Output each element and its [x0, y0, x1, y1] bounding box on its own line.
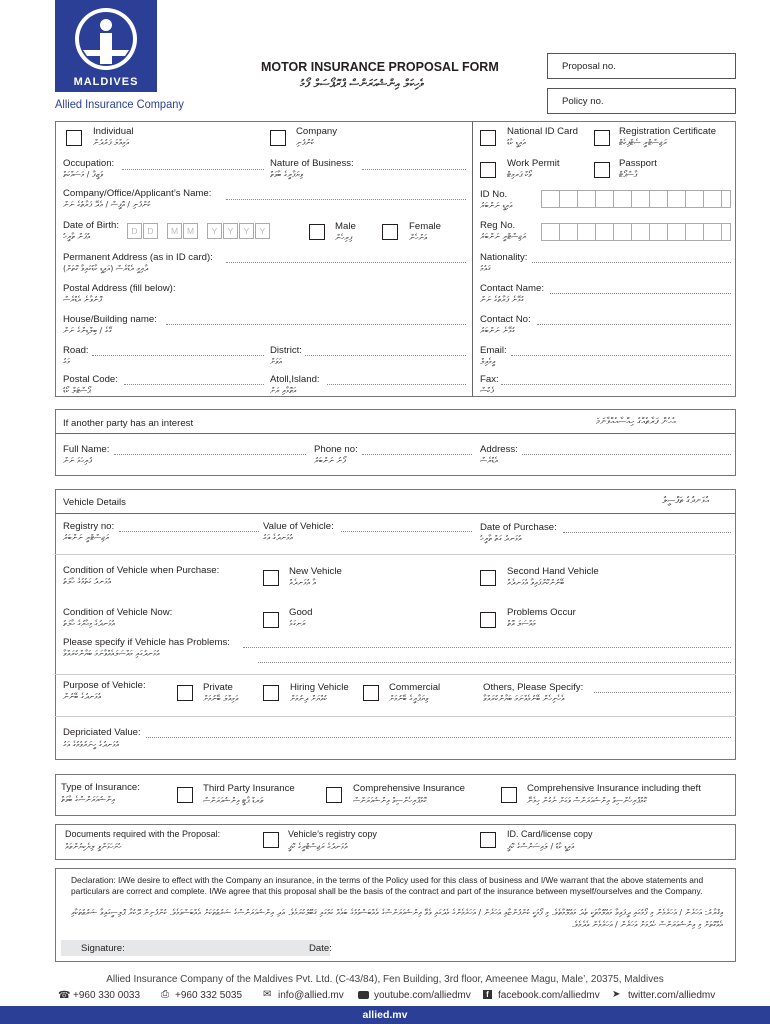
- footer-contacts: [0, 990, 770, 1004]
- problems-label-dv: މައްސަލަ އޮތް: [507, 619, 536, 628]
- cond-now-label: Condition of Vehicle Now:: [63, 607, 173, 618]
- allied-logo-icon: [73, 6, 139, 72]
- contact-name-field[interactable]: [550, 293, 731, 294]
- form-title: MOTOR INSURANCE PROPOSAL FORM: [261, 60, 499, 74]
- insurance-type-label: Type of Insurance:: [61, 782, 140, 793]
- company-name-label: Company/Office/Applicant’s Name:: [63, 188, 212, 199]
- vehicle-section: [55, 489, 736, 760]
- vehicle-header-divider: [55, 513, 736, 514]
- comprehensive-checkbox[interactable]: [326, 787, 342, 803]
- female-label: Female: [409, 221, 441, 232]
- purpose-label: Purpose of Vehicle:: [63, 680, 146, 691]
- occupation-label: Occupation:: [63, 158, 115, 169]
- contact-name-label: Contact Name:: [480, 283, 544, 294]
- dob-cell: D: [143, 223, 158, 239]
- comprehensive-theft-checkbox[interactable]: [501, 787, 517, 803]
- nationality-field[interactable]: [532, 262, 731, 263]
- vehicle-divider: [55, 716, 736, 717]
- female-label-dv: އަންހެން: [409, 233, 428, 242]
- declaration-text: Declaration: I/We desire to effect with the Company an insurance, in the terms of the Policy used for this class of business and I/We warrant that the above statements and particulars are correct and complete. I/We agree that this proposal shall be the basis of the contract and part of the insurance between myself/ourselves and the Company.: [71, 875, 704, 896]
- declaration-text-dv: އިޤްރާރު: އަހަރެން / އަހަރެމެން މި ފޯމުގައި ދީފައިވާ މަޢުލޫމާތަކީ ތެދު މަޢުލޫމާތެވެ. މި ފޯމަކީ ކުންފުންޏާއި އަހަރެން / އަހަރެމެންގެ މެދުގައި ވެވޭ އިންޝުއަރަންސްގެ އެއްބަސްވުމުގެ ބައެއް ކަމުގައި ޤަބޫލުކުރަމެވެ. އަދި އިންޝުއަރަންސްގެ ޝަރުޠުތަކަށް އެއްބަސްވަމެވެ. ކުންފުނިން ދޫކުރާ ޕޮލިސީގައިވާ ޝަރުޠުތަކާއި އެއްގޮތަށް މި އިންޝުއަރަންސް ހެދުމަށް އަހަރެން / އަހަރެމެން އެދެމެވެ.: [71, 908, 723, 929]
- reg-no-field[interactable]: [541, 223, 731, 241]
- logo-text: MALDIVES: [73, 76, 139, 88]
- insurance-type-label-dv: އިންޝުއަރަންސްގެ ބާވަތް: [61, 795, 115, 804]
- postal-address-label: Postal Address (fill below):: [63, 283, 176, 294]
- others-label-dv: އެހެނިހެން ބޭނުމެއްނަމަ ބަޔާންކުރައްވާ: [483, 694, 565, 703]
- permanent-address-label: Permanent Address (as in ID card):: [63, 252, 213, 263]
- value-field[interactable]: [341, 531, 472, 532]
- date-label: Date:: [309, 943, 332, 954]
- registry-no-field[interactable]: [119, 531, 259, 532]
- occupation-label-dv: ވަޒީފާ / މަސައްކަތް: [63, 170, 104, 179]
- purpose-label-dv: އުޅަނދުގެ ބޭނުން: [63, 692, 101, 701]
- district-field[interactable]: [305, 355, 466, 356]
- comprehensive-theft-label: Comprehensive Insurance including theft: [527, 783, 701, 794]
- specify-problems-label-dv: އުޅަނދުގައި މައްސަލައެއްވާނަމަ ބަޔާންކުރައްވާ: [63, 649, 160, 658]
- phone-no-label-dv: ފޯނު ނަންބަރު: [314, 456, 346, 465]
- logo-block: [55, 0, 157, 92]
- footer-facebook[interactable]: facebook.com/alliedmv: [498, 990, 600, 1001]
- atoll-island-field[interactable]: [327, 384, 466, 385]
- id-copy-label: ID. Card/license copy: [507, 829, 593, 839]
- cond-purchase-label-dv: އުޅަނދު ގަތުމުގެ ހާލަތު: [63, 577, 111, 586]
- third-party-label-dv: ތަރޑް ޕާޓީ އިންޝުއަރަންސް: [203, 796, 264, 805]
- road-label: Road:: [63, 345, 89, 356]
- postal-code-label: Postal Code:: [63, 374, 118, 385]
- footer-fax: +960 332 5035: [175, 990, 243, 1001]
- registry-no-label: Registry no:: [63, 521, 115, 532]
- nature-business-label: Nature of Business:: [270, 158, 354, 169]
- company-name-label-dv: ކުންފުނި / އޮފީސް / އެދޭ ފަރާތުގެ ނަން: [63, 200, 151, 209]
- date-purchase-field[interactable]: [563, 532, 731, 533]
- dob-label-dv: އުފަން ތާރީޚު: [63, 232, 91, 241]
- address-label: Address:: [480, 444, 518, 455]
- interest-header-dv: އެހެން ފަރާތެއްގެ ހިއްސާއެއްވާނަމަ: [596, 417, 676, 427]
- private-label: Private: [203, 682, 233, 693]
- signature-field[interactable]: [133, 941, 303, 955]
- policy-no-label: Policy no.: [562, 96, 604, 107]
- private-label-dv: އަމިއްލަ ބޭނުމަށް: [203, 694, 239, 703]
- others-label: Others, Please Specify:: [483, 682, 584, 693]
- permanent-address-label-dv: ދާއިމީ އެޑްރެސް (އައިޑީ ކާޑުގައިވާ ގޮތަށް): [63, 264, 149, 273]
- postal-code-label-dv: ޕޯސްޓަލް ކޯޑު: [63, 386, 91, 395]
- full-name-label-dv: ފުރިހަމަ ނަން: [63, 456, 92, 465]
- national-id-label-dv: އައިޑީ ކާޑު: [507, 138, 526, 147]
- company-name: Allied Insurance Company: [55, 97, 184, 111]
- reg-cert-checkbox[interactable]: [594, 130, 610, 146]
- footer-email[interactable]: info@allied.mv: [278, 990, 344, 1001]
- individual-checkbox[interactable]: [66, 130, 82, 146]
- male-label-dv: ފިރިހެން: [335, 233, 353, 242]
- full-name-field[interactable]: [114, 454, 306, 455]
- contact-no-label-dv: ގުޅޭނެ ނަންބަރު: [480, 326, 515, 335]
- company-name-field[interactable]: [226, 199, 466, 200]
- cond-purchase-label: Condition of Vehicle when Purchase:: [63, 565, 220, 576]
- hiring-checkbox[interactable]: [263, 685, 279, 701]
- company-label: Company: [296, 126, 338, 137]
- postal-address-label-dv: ފޮނުވާނެ އެޑްރެސް: [63, 295, 102, 304]
- cond-now-label-dv: އުޅަނދުގެ މިހާރުގެ ހާލަތު: [63, 619, 115, 628]
- address-field[interactable]: [522, 454, 731, 455]
- documents-required-label: Documents required with the Proposal:: [65, 829, 221, 839]
- nationality-label-dv: ޤައުމު: [480, 264, 491, 273]
- registry-copy-label-dv: އުޅަނދުގެ ރަޖިސްޓްރީގެ ކޮޕީ: [288, 842, 348, 851]
- vehicle-divider: [55, 554, 736, 555]
- applicant-divider: [472, 121, 473, 397]
- twitter-icon: ➤: [612, 989, 621, 1000]
- individual-label-dv: އަމިއްލަ ފަރުދުން: [93, 138, 130, 147]
- fax-field[interactable]: [501, 384, 731, 385]
- signature-label: Signature:: [81, 943, 125, 954]
- dob-cell: Y: [255, 223, 270, 239]
- date-purchase-label-dv: އުޅަނދު ގަތް ތާރީޚު: [480, 534, 522, 543]
- third-party-label: Third Party Insurance: [203, 783, 295, 794]
- hiring-label: Hiring Vehicle: [290, 682, 349, 693]
- id-no-label-dv: އައިޑީ ނަންބަރު: [480, 201, 513, 210]
- vehicle-divider: [55, 674, 736, 675]
- footer-website[interactable]: allied.mv: [362, 1009, 408, 1021]
- date-purchase-label: Date of Purchase:: [480, 522, 557, 533]
- work-permit-label: Work Permit: [507, 158, 560, 169]
- good-label: Good: [289, 607, 313, 618]
- interest-header-divider: [55, 433, 736, 434]
- good-label-dv: ރަނގަޅު: [289, 619, 306, 628]
- insurance-type-section: [55, 774, 736, 816]
- postal-code-field[interactable]: [124, 384, 264, 385]
- full-name-label: Full Name:: [63, 444, 110, 455]
- work-permit-checkbox[interactable]: [480, 162, 496, 178]
- depreciated-label: Depriciated Value:: [63, 727, 141, 738]
- nature-business-field[interactable]: [362, 169, 466, 170]
- comprehensive-label-dv: ކޮމްޕްރިހެންސިވް އިންޝުއަރަންސް: [353, 796, 427, 805]
- dob-label: Date of Birth:: [63, 220, 119, 231]
- email-label: Email:: [480, 345, 507, 356]
- footer-youtube[interactable]: youtube.com/alliedmv: [374, 990, 471, 1001]
- id-no-label: ID No.: [480, 189, 508, 200]
- house-name-label-dv: ގޭގެ / ބިލްޑިންގެ ނަން: [63, 326, 112, 335]
- dob-cell: Y: [239, 223, 254, 239]
- commercial-checkbox[interactable]: [363, 685, 379, 701]
- dob-cell: Y: [207, 223, 222, 239]
- documents-required-label-dv: ހުށަހަޅަންވީ ލިޔެކިޔުންތައް: [65, 842, 122, 851]
- male-label: Male: [335, 221, 356, 232]
- dob-field[interactable]: [127, 223, 287, 241]
- passport-checkbox[interactable]: [594, 162, 610, 178]
- value-label-dv: އުޅަނދުގެ އަގު: [263, 533, 293, 542]
- individual-label: Individual: [93, 126, 134, 137]
- reg-cert-label-dv: ރަޖިސްޓްރީ ސެޓްފިކެޓް: [619, 138, 667, 147]
- comprehensive-label: Comprehensive Insurance: [353, 783, 465, 794]
- new-vehicle-checkbox[interactable]: [263, 570, 279, 586]
- contact-no-label: Contact No:: [480, 314, 531, 325]
- nature-business-label-dv: ވިޔަފާރީގެ ބާވަތް: [270, 170, 304, 179]
- phone-icon: ☎: [58, 990, 71, 1001]
- occupation-field[interactable]: [122, 169, 264, 170]
- footer-address: Allied Insurance Company of the Maldives Pvt. Ltd. (C-43/84), Fen Building, 3rd floor, Ameenee Magu, Male’, 20375, Maldives: [106, 974, 664, 985]
- passport-label-dv: ޕާސްޕޯޓް: [619, 170, 638, 179]
- nationality-label: Nationality:: [480, 252, 528, 263]
- specify-problems-field[interactable]: [243, 647, 731, 648]
- problems-label: Problems Occur: [507, 607, 576, 618]
- commercial-label-dv: ވިޔަފާރީގެ ބޭނުމަށް: [389, 694, 429, 703]
- id-no-field[interactable]: [541, 190, 731, 208]
- commercial-label: Commercial: [389, 682, 441, 693]
- interest-header: If another party has an interest: [63, 418, 194, 429]
- third-party-checkbox[interactable]: [177, 787, 193, 803]
- dob-cell: Y: [223, 223, 238, 239]
- vehicle-header: Vehicle Details: [63, 497, 126, 508]
- second-hand-checkbox[interactable]: [480, 570, 496, 586]
- others-field[interactable]: [594, 692, 731, 693]
- second-hand-label-dv: ބޭނުންކޮށްފައިވާ އުޅަނދެއް: [507, 578, 565, 587]
- fax-label-dv: ފެކްސް: [480, 386, 494, 395]
- national-id-label: National ID Card: [507, 126, 578, 137]
- national-id-checkbox[interactable]: [480, 130, 496, 146]
- facebook-icon: f: [483, 990, 492, 999]
- reg-no-label-dv: ރަޖިސްޓްރީ ނަންބަރު: [480, 232, 527, 241]
- phone-no-field[interactable]: [362, 454, 472, 455]
- permanent-address-field[interactable]: [226, 262, 466, 263]
- specify-problems-field-2[interactable]: [258, 662, 731, 663]
- phone-no-label: Phone no:: [314, 444, 358, 455]
- footer-twitter[interactable]: twitter.com/alliedmv: [628, 990, 716, 1001]
- hiring-label-dv: ކުއްޔަށް ދިނުމަށް: [290, 694, 328, 703]
- id-copy-label-dv: އައިޑީ ކާޑު / ލައިސަންސްގެ ކޮޕީ: [507, 842, 575, 851]
- email-field[interactable]: [511, 355, 731, 356]
- fax-icon: ⎙: [161, 989, 169, 1000]
- specify-problems-label: Please specify if Vehicle has Problems:: [63, 637, 230, 648]
- depreciated-field[interactable]: [146, 737, 731, 738]
- proposal-no-label: Proposal no.: [562, 61, 616, 72]
- registry-copy-label: Vehicle’s registry copy: [288, 829, 377, 839]
- new-vehicle-label-dv: އާ އުޅަނދެއް: [289, 578, 317, 587]
- work-permit-label-dv: ވޯކް ޕަރމިޓް: [507, 170, 532, 179]
- email-icon: ✉: [263, 989, 272, 1000]
- contact-name-label-dv: ގުޅޭނެ ފަރާތުގެ ނަން: [480, 295, 524, 304]
- new-vehicle-label: New Vehicle: [289, 566, 342, 577]
- registry-no-label-dv: ރަޖިސްޓްރީ ނަންބަރު: [63, 533, 110, 542]
- dob-cell: M: [183, 223, 198, 239]
- dob-cell: D: [127, 223, 142, 239]
- road-field[interactable]: [92, 355, 264, 356]
- male-checkbox[interactable]: [309, 224, 325, 240]
- contact-no-field[interactable]: [537, 324, 731, 325]
- reg-no-label: Reg No.: [480, 220, 516, 231]
- value-label: Value of Vehicle:: [263, 521, 334, 532]
- vehicle-header-dv: އުޅަނދުގެ ތަފްސީލު: [662, 496, 709, 506]
- female-checkbox[interactable]: [382, 224, 398, 240]
- id-copy-checkbox[interactable]: [480, 832, 496, 848]
- house-name-field[interactable]: [166, 324, 466, 325]
- email-label-dv: އީމެއިލް: [480, 357, 496, 366]
- road-label-dv: މަގު: [63, 357, 70, 366]
- good-checkbox[interactable]: [263, 612, 279, 628]
- second-hand-label: Second Hand Vehicle: [507, 566, 599, 577]
- footer-phone: +960 330 0033: [73, 990, 141, 1001]
- registry-copy-checkbox[interactable]: [263, 832, 279, 848]
- district-label-dv: އަވަށް: [270, 357, 282, 366]
- comprehensive-theft-label-dv: ކޮމްޕްރިހެންސިވް އިންޝުއަރަންސް ވަގަށް ނެގުން ހިމެނޭ: [527, 796, 647, 805]
- company-checkbox[interactable]: [270, 130, 286, 146]
- atoll-island-label-dv: އަތޮޅާއި ރަށް: [270, 386, 297, 395]
- address-label-dv: އެޑްރެސް: [480, 456, 499, 465]
- district-label: District:: [270, 345, 302, 356]
- reg-cert-label: Registration Certificate: [619, 126, 717, 137]
- dob-cell: M: [167, 223, 182, 239]
- company-label-dv: ކުންފުނި: [296, 138, 315, 147]
- house-name-label: House/Building name:: [63, 314, 157, 325]
- private-checkbox[interactable]: [177, 685, 193, 701]
- problems-checkbox[interactable]: [480, 612, 496, 628]
- form-title-dhivehi: ވެހިކަލް އިންޝުއަރަންސް ޕްރޮޕޯސަލް ފޯމު: [300, 77, 424, 90]
- passport-label: Passport: [619, 158, 657, 169]
- atoll-island-label: Atoll,Island:: [270, 374, 320, 385]
- fax-label: Fax:: [480, 374, 499, 385]
- youtube-icon: [358, 991, 369, 999]
- depreciated-label-dv: އުޅަނދުގެ ހީނަރުވުމުގެ އަގު: [63, 740, 119, 749]
